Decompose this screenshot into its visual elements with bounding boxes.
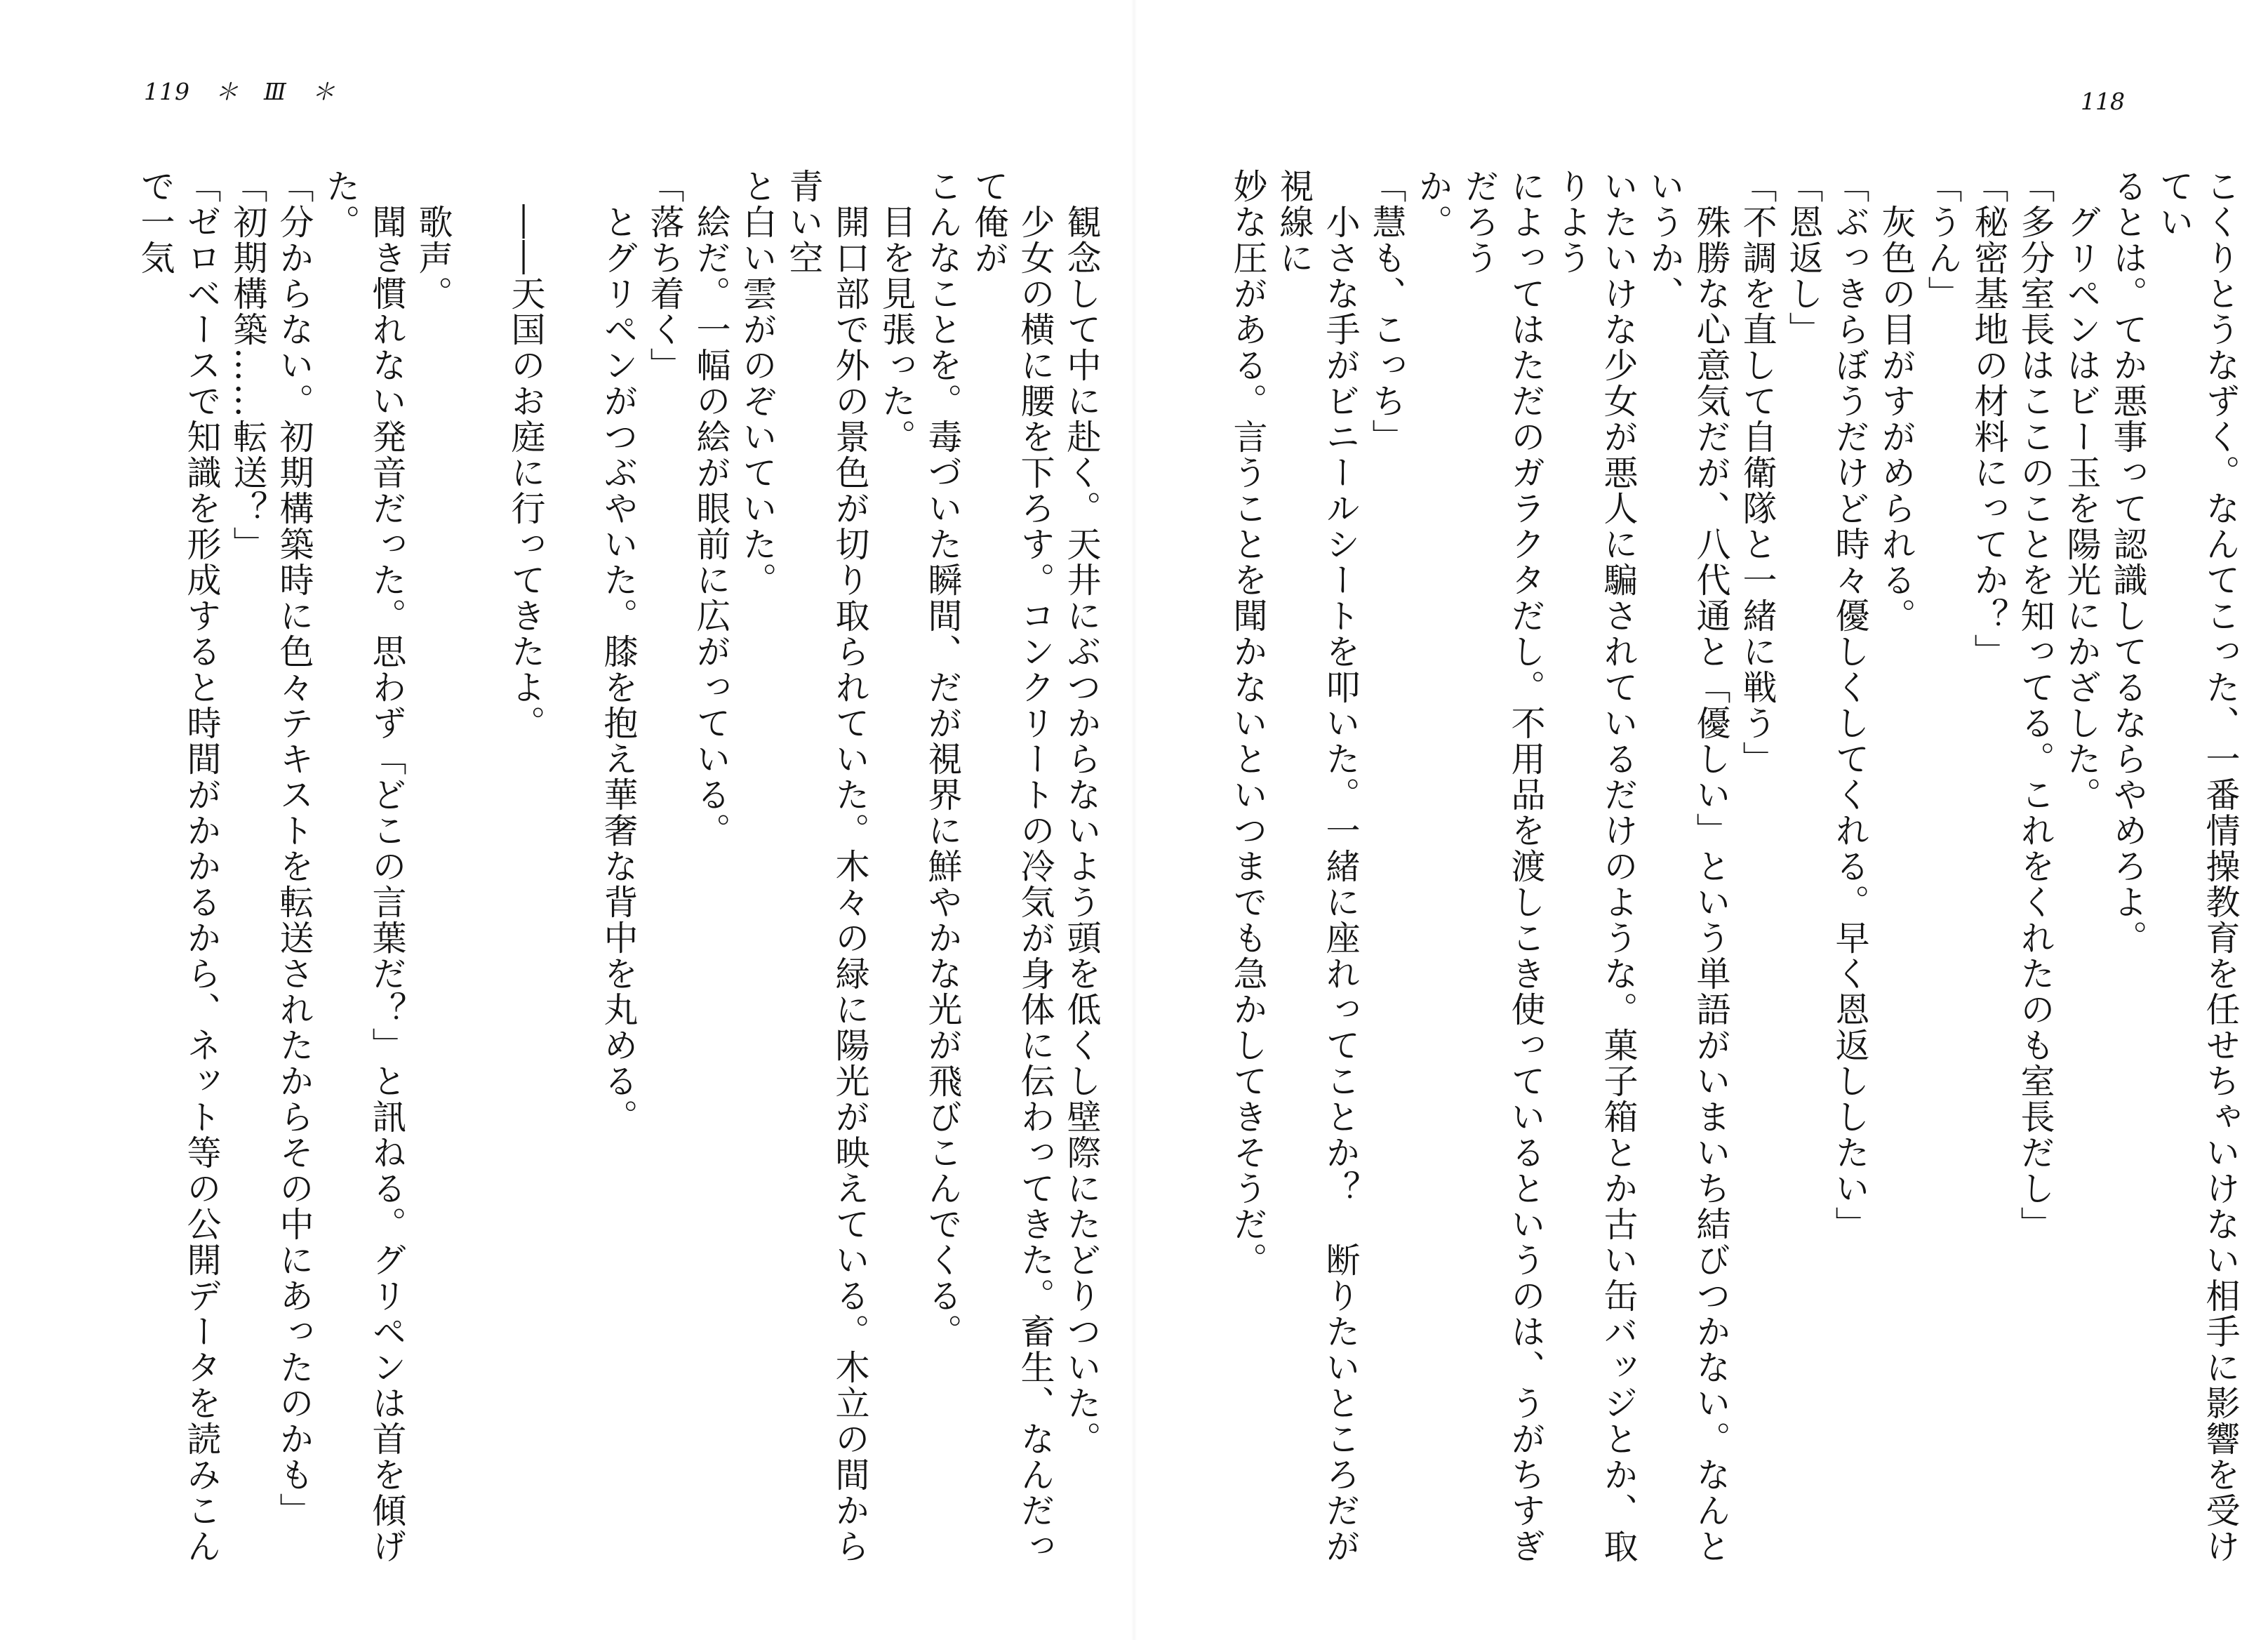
- left-page-number: 119: [144, 78, 190, 105]
- right-page-line-10: 殊勝な心意気だが、八代通と「優しい」という単語がいまいち結びつかない。なんというか、: [1645, 168, 1731, 1564]
- right-page-line-14: 「慧も、こっち」: [1367, 168, 1407, 455]
- right-page-line-11: いたいけな少女が悪人に騙されているだけのような。菓子箱とか古い缶バッジとか、取りよう: [1552, 168, 1639, 1564]
- right-page-line-6: 灰色の目がすがめられる。: [1876, 168, 1916, 634]
- left-page-line-4: 開口部で外の景色が切り取られていた。木々の緑に陽光が映えている。木立の間から青い空: [784, 168, 870, 1564]
- right-page-line-13: か。: [1413, 168, 1453, 240]
- left-page-text: [132, 168, 1105, 1579]
- left-page-body: [132, 168, 1102, 1579]
- left-page-line-7: 「落ち着く」: [645, 168, 685, 383]
- left-page-header: [144, 74, 352, 107]
- page-gutter: [1131, 0, 1137, 1640]
- left-page-line-5: と白い雲がのぞいていた。: [738, 168, 778, 598]
- left-page-line-13: 聞き慣れない発音だった。思わず「どこの言葉だ？」と訊ねる。グリペンは首を傾げた。: [321, 168, 407, 1564]
- right-page-line-1: るとは。てか悪事って認識してるならやめろよ。: [2108, 168, 2148, 956]
- right-page-line-9: 「不調を直して自衛隊と一緒に戦う」: [1737, 168, 1777, 777]
- right-page-line-15: 小さな手がビニールシートを叩いた。一緒に座れってことか？ 断りたいところだが視線に: [1274, 168, 1361, 1564]
- left-page-line-11: [456, 168, 502, 1579]
- right-page-number: 118: [2081, 88, 2125, 115]
- left-page-line-16: 「ゼロベースで知識を形成すると時間がかかるから、ネット等の公開データを読みこんで一気: [135, 168, 222, 1564]
- left-page-line-10: ――天国のお庭に行ってきたよ。: [506, 168, 546, 741]
- right-page-line-16: 妙な圧がある。言うことを聞かないといつまでも急かしてきそうだ。: [1228, 168, 1268, 1278]
- right-page-line-4: 「秘密基地の材料にってか？」: [1969, 168, 2009, 669]
- left-page-line-15: 「初期構築……転送？」: [228, 168, 268, 562]
- right-page-line-0: こくりとうなずく。なんてこった、一番情操教育を任せちゃいけない相手に影響を受けてい: [2154, 168, 2241, 1564]
- left-page-line-12: 歌声。: [413, 168, 453, 312]
- left-page-line-1: 少女の横に腰を下ろす。コンクリートの冷気が身体に伝わってきた。畜生、なんだって俺が: [969, 168, 1055, 1564]
- right-page-line-5: 「うん」: [1923, 168, 1963, 312]
- left-page-line-3: 目を見張った。: [876, 168, 916, 455]
- left-page-line-0: 観念して中に赴く。天井にぶつからないよう頭を低くし壁際にたどりついた。: [1062, 168, 1102, 1457]
- right-page-line-2: グリペンはビー玉を陽光にかざした。: [2062, 168, 2102, 813]
- left-page-line-9: [549, 168, 595, 1579]
- left-page-line-6: 絵だ。一幅の絵が眼前に広がっている。: [691, 168, 731, 848]
- right-page-line-7: 「ぶっきらぼうだけど時々優しくしてくれる。早く恩返ししたい」: [1830, 168, 1870, 1242]
- left-page-line-2: こんなことを。毒づいた瞬間、だが視界に鮮やかな光が飛びこんでくる。: [923, 168, 963, 1349]
- left-header-mark-2: ＊: [312, 78, 336, 105]
- right-page-line-3: 「多分室長はここのことを知ってる。これをくれたのも室長だし」: [2015, 168, 2055, 1242]
- chapter-number: Ⅲ: [264, 78, 287, 105]
- right-page-line-12: によってはただのガラクタだし。不用品を渡しこき使っているというのは、うがちすぎだろう: [1460, 168, 1546, 1564]
- right-page-line-8: 「恩返し」: [1784, 168, 1824, 347]
- left-header-mark-1: ＊: [215, 78, 239, 105]
- left-page-line-8: とグリペンがつぶやいた。膝を抱え華奢な背中を丸める。: [599, 168, 639, 1135]
- right-page-text: [1225, 168, 2243, 1579]
- right-page-body: [1225, 168, 2241, 1579]
- left-page-line-14: 「分からない。初期構築時に色々テキストを転送されたからその中にあったのかも」: [274, 168, 314, 1528]
